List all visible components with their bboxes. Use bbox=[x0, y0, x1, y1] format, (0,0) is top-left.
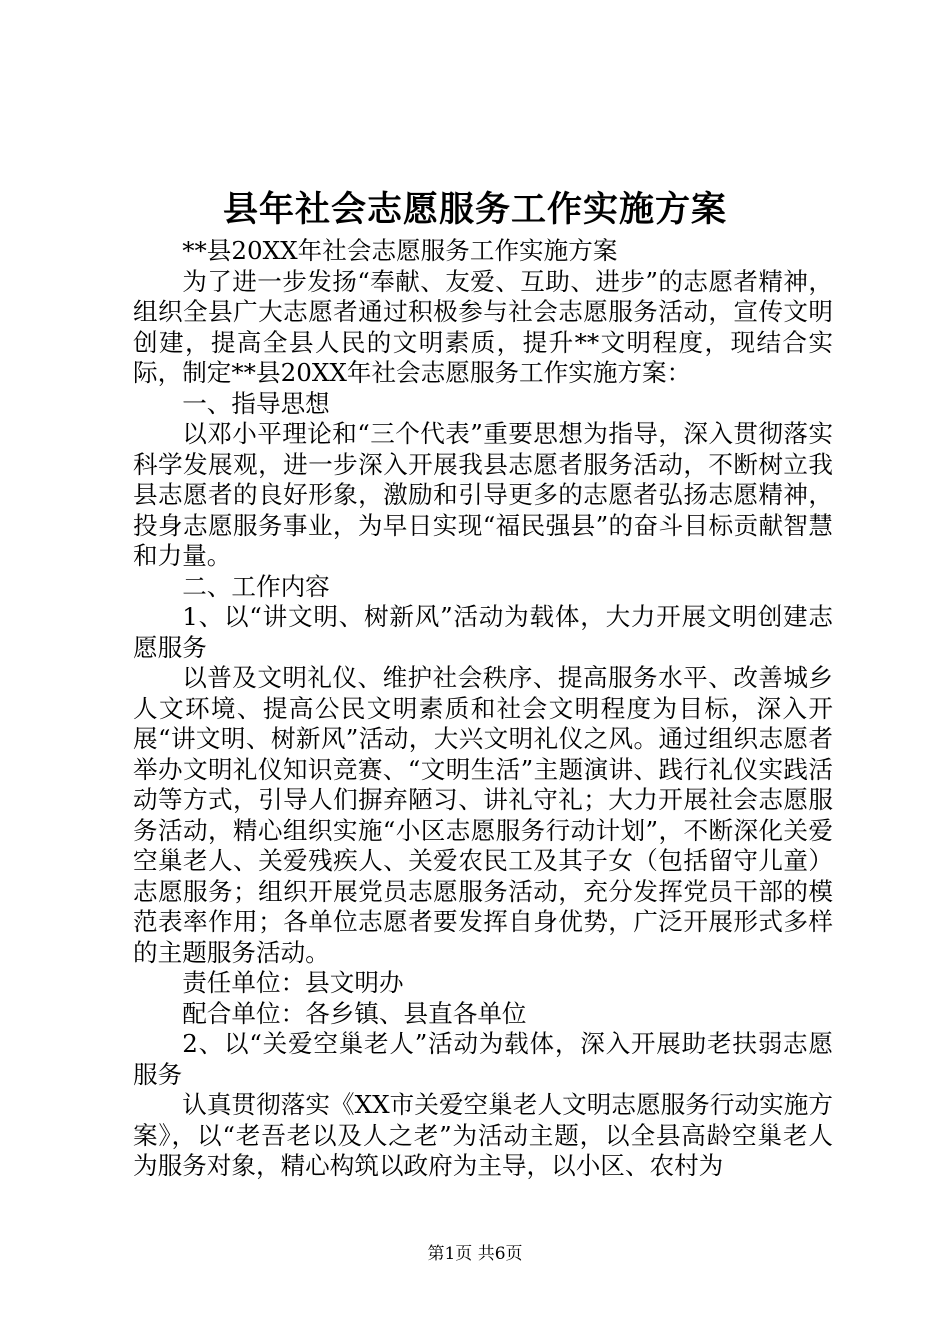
page-footer: 第1页 共6页 bbox=[427, 1244, 523, 1264]
paragraph-civilization-service: 以普及文明礼仪、维护社会秩序、提高服务水平、改善城乡人文环境、提高公民文明素质和社会文明程度为目标，深入开展“讲文明、树新风”活动，大兴文明礼仪之风。通过组织志愿者举办文明礼仪知识竞赛、“文明生活”主题演讲、践行礼仪实践活动等方式，引导人们摒弃陋习、讲礼守礼；大力开展社会志愿服务活动，精心组织实施“小区志愿服务行动计划”，不断深化关爱空巢老人、关爱残疾人、关爱农民工及其子女（包括留守儿童）志愿服务；组织开展党员志愿服务活动，充分发挥党员干部的模范表率作用；各单位志愿者要发挥自身优势，广泛开展形式多样的主题服务活动。 bbox=[133, 663, 833, 967]
section-heading-work-content: 二、工作内容 bbox=[182, 571, 330, 601]
section-heading-guiding-ideology: 一、指导思想 bbox=[182, 388, 330, 418]
paragraph-responsible-unit: 责任单位：县文明办 bbox=[182, 968, 404, 997]
subsection-heading-1: 1、以“讲文明、树新风”活动为载体，大力开展文明创建志愿服务 bbox=[133, 602, 833, 662]
paragraph-subtitle: **县20XX年社会志愿服务工作实施方案 bbox=[182, 236, 618, 265]
subsection-heading-2: 2、以“关爱空巢老人”活动为载体，深入开展助老扶弱志愿服务 bbox=[133, 1029, 833, 1089]
paragraph-intro: 为了进一步发扬“奉献、友爱、互助、进步”的志愿者精神，组织全县广大志愿者通过积极参与社会志愿服务活动，宣传文明创建，提高全县人民的文明素质，提升**文明程度，现结合实际，制定**县20XX年社会志愿服务工作实施方案： bbox=[133, 266, 833, 387]
document-title: 县年社会志愿服务工作实施方案 bbox=[222, 189, 727, 230]
paragraph-guiding-ideology: 以邓小平理论和“三个代表”重要思想为指导，深入贯彻落实科学发展观，进一步深入开展我县志愿者服务活动，不断树立我县志愿者的良好形象，激励和引导更多的志愿者弘扬志愿精神，投身志愿服务事业，为早日实现“福民强县”的奋斗目标贡献智慧和力量。 bbox=[133, 419, 833, 570]
paragraph-cooperating-unit: 配合单位：各乡镇、县直各单位 bbox=[182, 998, 527, 1028]
document-body bbox=[133, 236, 833, 1182]
paragraph-elderly-care: 认真贯彻落实《XX市关爱空巢老人文明志愿服务行动实施方案》，以“老吾老以及人之老”为活动主题，以全县高龄空巢老人为服务对象，精心构筑以政府为主导，以小区、农村为 bbox=[133, 1090, 833, 1180]
